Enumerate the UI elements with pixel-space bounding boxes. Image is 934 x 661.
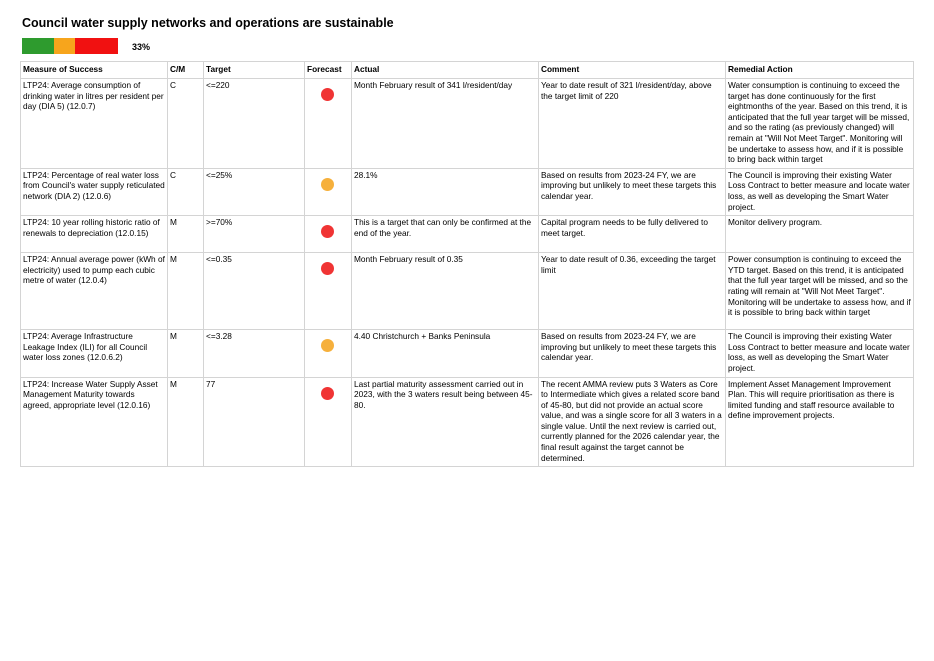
forecast-status-dot: [321, 225, 334, 238]
table-row: [21, 330, 914, 377]
table-row: [21, 377, 914, 467]
target-cell: <=0.35: [204, 253, 305, 330]
forecast-status-dot: [321, 387, 334, 400]
table-row: [21, 216, 914, 253]
comment-cell: Year to date result of 0.36, exceeding the target limit: [539, 253, 726, 330]
actual-cell: Month February result of 341 l/resident/day: [352, 79, 539, 169]
forecast-cell: [305, 377, 352, 467]
actual-cell: 28.1%: [352, 168, 539, 215]
target-cell: 77: [204, 377, 305, 467]
page-title: Council water supply networks and operations are sustainable: [22, 16, 394, 30]
measure-cell: LTP24: Average Infrastructure Leakage Index (ILI) for all Council water loss zones (12.0.6.2): [21, 330, 168, 377]
measure-cell: LTP24: Percentage of real water loss from Council's water supply reticulated network (DIA 2) (12.0.6): [21, 168, 168, 215]
forecast-status-dot: [321, 262, 334, 275]
remedial-cell: The Council is improving their existing Water Loss Contract to better measure and locate water loss, as well as developing the Smart Water project.: [726, 330, 914, 377]
status-bar-orange: [54, 38, 75, 54]
header-cm: C/M: [168, 62, 204, 79]
remedial-cell: Monitor delivery program.: [726, 216, 914, 253]
comment-cell: Year to date result of 321 l/resident/day, above the target limit of 220: [539, 79, 726, 169]
header-forecast: Forecast: [305, 62, 352, 79]
remedial-cell: Water consumption is continuing to exceed the target has done continuously for the first eightmonths of the year. Based on this trend, it is anticipated that the full year target will be missed, and so the rating (as previously changed) will remain at "Will Not Meet Target". Monitoring will be undertake to assess how, and if it is possible to bring back within target: [726, 79, 914, 169]
status-bar: [22, 38, 118, 54]
cm-cell: C: [168, 79, 204, 169]
forecast-cell: [305, 330, 352, 377]
forecast-status-dot: [321, 178, 334, 191]
target-cell: <=3.28: [204, 330, 305, 377]
cm-cell: M: [168, 216, 204, 253]
forecast-cell: [305, 168, 352, 215]
header-comment: Comment: [539, 62, 726, 79]
remedial-cell: Implement Asset Management Improvement Plan. This will require prioritisation as there is limited funding and staff resource available to define improvement projects.: [726, 377, 914, 467]
measure-cell: LTP24: Increase Water Supply Asset Management Maturity towards agreed, appropriate level (12.0.16): [21, 377, 168, 467]
measures-table: [20, 61, 914, 467]
comment-cell: Based on results from 2023-24 FY, we are improving but unlikely to meet these targets this calendar year.: [539, 330, 726, 377]
target-cell: <=25%: [204, 168, 305, 215]
status-bar-green: [22, 38, 54, 54]
comment-cell: Capital program needs to be fully delivered to meet target.: [539, 216, 726, 253]
comment-cell: Based on results from 2023-24 FY, we are improving but unlikely to meet these targets this calendar year.: [539, 168, 726, 215]
measure-cell: LTP24: Average consumption of drinking water in litres per resident per day (DIA 5) (12.0.7): [21, 79, 168, 169]
forecast-cell: [305, 79, 352, 169]
forecast-cell: [305, 216, 352, 253]
header-remedial: Remedial Action: [726, 62, 914, 79]
comment-cell: The recent AMMA review puts 3 Waters as Core to Intermediate which gives a related score band of 45-80, but did not provide an actual score value, and was a single score for all 3 waters in a single value. Until the next review is carried out, currently planned for the 2026 calendar year, the final result against the target cannot be determined.: [539, 377, 726, 467]
cm-cell: M: [168, 253, 204, 330]
actual-cell: This is a target that can only be confirmed at the end of the year.: [352, 216, 539, 253]
remedial-cell: The Council is improving their existing Water Loss Contract to better measure and locate water loss, as well as developing the Smart Water project.: [726, 168, 914, 215]
status-bar-red: [75, 38, 118, 54]
actual-cell: 4.40 Christchurch + Banks Peninsula: [352, 330, 539, 377]
table-row: [21, 79, 914, 169]
header-target: Target: [204, 62, 305, 79]
measure-cell: LTP24: Annual average power (kWh of electricity) used to pump each cubic metre of water (12.0.4): [21, 253, 168, 330]
actual-cell: Month February result of 0.35: [352, 253, 539, 330]
cm-cell: M: [168, 330, 204, 377]
cm-cell: C: [168, 168, 204, 215]
target-cell: >=70%: [204, 216, 305, 253]
cm-cell: M: [168, 377, 204, 467]
target-cell: <=220: [204, 79, 305, 169]
header-actual: Actual: [352, 62, 539, 79]
forecast-cell: [305, 253, 352, 330]
actual-cell: Last partial maturity assessment carried out in 2023, with the 3 waters result being between 45-80.: [352, 377, 539, 467]
measure-cell: LTP24: 10 year rolling historic ratio of renewals to depreciation (12.0.15): [21, 216, 168, 253]
status-percent: 33%: [132, 42, 151, 52]
forecast-status-dot: [321, 88, 334, 101]
table-header-row: [21, 62, 914, 79]
header-measure: Measure of Success: [21, 62, 168, 79]
forecast-status-dot: [321, 339, 334, 352]
table-row: [21, 168, 914, 215]
remedial-cell: Power consumption is continuing to exceed the YTD target. Based on this trend, it is anticipated that the full year target will be missed, and so the rating will remain at "Will Not Meet Target". Monitoring will be undertake to assess how, and if it is possible to bring back within target: [726, 253, 914, 330]
table-row: [21, 253, 914, 330]
